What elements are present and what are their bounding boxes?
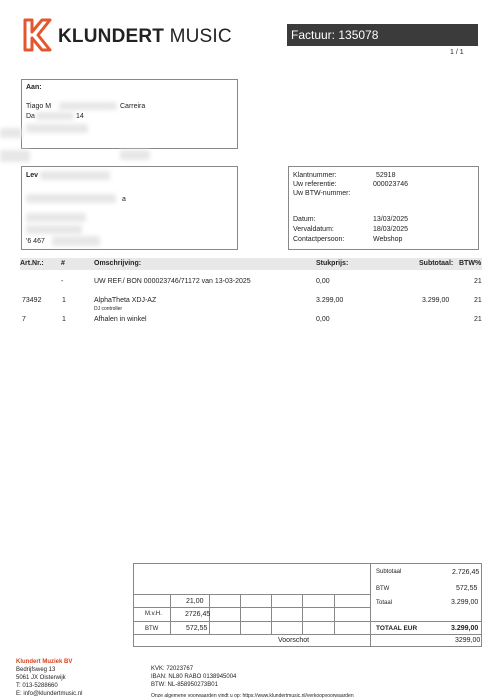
footer-email[interactable]: E: info@klundertmusic.nl (16, 691, 83, 697)
redaction (26, 124, 88, 133)
col-desc: Omschrijving: (94, 260, 142, 267)
invoice-date: 13/03/2025 (373, 216, 409, 223)
vat-rate: 21,00 (186, 598, 204, 605)
col-vat: BTW% (459, 260, 482, 267)
total-label: Totaal (376, 600, 393, 606)
mvh-value: 2726,45 (185, 611, 211, 618)
grand-total-label: TOTAAL EUR (376, 625, 418, 632)
totals-hline (370, 621, 482, 622)
footer-terms[interactable]: Onze algemene voorwaarden vindt u op: https://www.klundertmusic.nl/verkoopvoorwaarden (151, 693, 354, 699)
recipient-name-start: Tiago M (26, 103, 52, 110)
row3-desc: Afhalen in winkel (94, 316, 147, 323)
row1-art: - (61, 278, 64, 285)
recipient-street-end: 14 (76, 113, 84, 120)
row1-price: 0,00 (316, 278, 330, 285)
btw-label: BTW (145, 626, 159, 632)
footer-city: 5061 JX Oisterwijk (16, 675, 66, 681)
col-subtotal: Subtotaal: (419, 260, 454, 267)
brand-name: KLUNDERT MUSIC (58, 26, 232, 47)
row3-qty: 1 (62, 316, 66, 323)
col-qty: # (61, 260, 65, 267)
row3-price: 0,00 (316, 316, 330, 323)
totals-vline (302, 594, 303, 634)
footer-iban: IBAN: NL80 RABO 0138945004 (151, 674, 237, 680)
footer-kvk: KVK: 72023767 (151, 666, 194, 672)
label-contact: Contactpersoon: (293, 236, 345, 243)
redaction (59, 102, 117, 110)
delivery-line3: '6 467 (26, 238, 45, 245)
label-reference: Uw referentie: (293, 181, 337, 188)
btw2-label: BTW (376, 586, 390, 592)
recipient-street-start: Da (26, 113, 35, 120)
recipient-name-end: Carreira (120, 103, 146, 110)
advance-label: Voorschot (278, 637, 310, 644)
label-vat-number: Uw BTW-nummer: (293, 190, 351, 197)
invoice-number: Factuur: 135078 (287, 24, 478, 46)
row2-desc: AlphaTheta XDJ-AZ (94, 297, 157, 304)
row2-vat: 21 (474, 297, 482, 304)
contact-person: Webshop (373, 236, 403, 243)
redaction (40, 171, 110, 180)
label-due-date: Vervaldatum: (293, 226, 334, 233)
btw-value: 572,55 (186, 625, 208, 632)
klundert-logo-icon (22, 18, 52, 52)
row1-desc: UW REF./ BON 000023746/71172 van 13-03-2025 (94, 278, 251, 285)
recipient-heading: Aan: (26, 84, 42, 91)
redaction (52, 236, 100, 246)
totals-vline (170, 594, 171, 634)
footer-phone: T: 013-5288660 (16, 683, 58, 689)
footer-street: Bedrijfsweg 13 (16, 667, 56, 673)
row1-vat: 21 (474, 278, 482, 285)
row2-subtotal: 3.299,00 (422, 297, 450, 304)
redaction (0, 150, 30, 162)
reference: 000023746 (373, 181, 409, 188)
row3-art: 7 (22, 316, 26, 323)
row2-subdesc: DJ controller (94, 306, 123, 312)
row3-vat: 21 (474, 316, 482, 323)
label-date: Datum: (293, 216, 316, 223)
subtotal-label: Subtotaal (376, 569, 402, 575)
btw2-value: 572,55 (456, 585, 478, 592)
totals-vline (334, 594, 335, 634)
redaction (26, 225, 82, 234)
advance-value: 3299,00 (455, 637, 481, 644)
footer-company: Klundert Muziek BV (16, 659, 73, 665)
redaction (26, 194, 116, 203)
total-value: 3.299,00 (451, 599, 479, 606)
row2-price: 3.299,00 (316, 297, 344, 304)
row2-art: 73492 (22, 297, 42, 304)
due-date: 18/03/2025 (373, 226, 409, 233)
row2-qty: 1 (62, 297, 66, 304)
page-number: 1 / 1 (450, 49, 464, 56)
customer-number: 52918 (376, 172, 396, 179)
col-art: Art.Nr.: (20, 260, 44, 267)
label-customer-number: Klantnummer: (293, 172, 337, 179)
delivery-line1-end: a (122, 196, 126, 203)
totals-vline (271, 594, 272, 634)
footer-btw: BTW: NL-858950273B01 (151, 682, 218, 688)
totals-vline (240, 594, 241, 634)
mvh-label: M.v.H. (145, 611, 162, 617)
table-header-bar (20, 258, 482, 270)
redaction (120, 150, 150, 160)
totals-hline (370, 634, 482, 635)
redaction (36, 112, 74, 120)
col-price: Stukprijs: (316, 260, 349, 267)
subtotal-value: 2.726,45 (452, 569, 480, 576)
redaction (26, 213, 86, 222)
totals-hline (133, 634, 370, 635)
delivery-heading: Lev (26, 172, 39, 179)
grand-total-value: 3.299,00 (451, 625, 479, 632)
redaction (0, 128, 22, 138)
